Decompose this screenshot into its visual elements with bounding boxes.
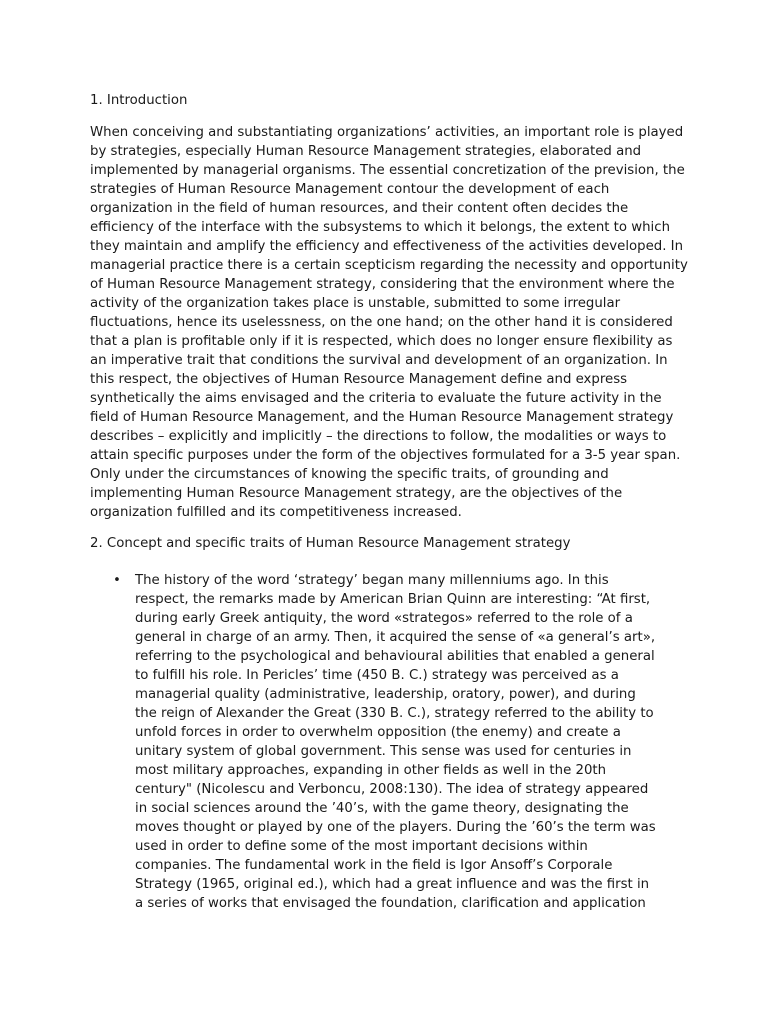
section-heading-concept: 2. Concept and specific traits of Human Resource Management strategy xyxy=(90,536,571,551)
list-item xyxy=(90,571,660,913)
bullet-list xyxy=(90,571,690,913)
bullet-icon: • xyxy=(113,573,121,588)
introduction-paragraph: When conceiving and substantiating organizations’ activities, an important role is played by strategies, especially Human Resource Management strategies, elaborated and implemented by managerial organisms. The essential concretization of the prevision, the strategies of Human Resource Management contour the development of each organization in the field of human resources, and their content often decides the efficiency of the interface with the subsystems to which it belongs, the extent to which they maintain and amplify the efficiency and effectiveness of the activities developed. In managerial practice there is a certain scepticism regarding the necessity and opportunity of Human Resource Management strategy, considering that the environment where the activity of the organization takes place is unstable, submitted to some irregular fluctuations, hence its uselessness, on the one hand; on the other hand it is considered that a plan is profitable only if it is respected, which does no longer ensure flexibility as an imperative trait that conditions the survival and development of an organization. In this respect, the objectives of Human Resource Management define and express synthetically the aims envisaged and the criteria to evaluate the future activity in the field of Human Resource Management, and the Human Resource Management strategy describes – explicitly and implicitly – the directions to follow, the modalities or ways to attain specific purposes under the form of the objectives formulated for a 3-5 year span. Only under the circumstances of knowing the specific traits, of grounding and implementing Human Resource Management strategy, are the objectives of the organization fulfilled and its competitiveness increased. xyxy=(90,125,688,520)
bullet-text: The history of the word ‘strategy’ began many millenniums ago. In this respect, the remarks made by American Brian Quinn are interesting: “At first, during early Greek antiquity, the word «strategos» referred to the role of a general in charge of an army. Then, it acquired the sense of «a general’s art», referring to the psychological and behavioural abilities that enabled a general to fulfill his role. In Pericles’ time (450 B. C.) strategy was perceived as a managerial quality (administrative, leadership, oratory, power), and during the reign of Alexander the Great (330 B. C.), strategy referred to the ability to unfold forces in order to overwhelm opposition (the enemy) and create a unitary system of global government. This sense was used for centuries in most military approaches, expanding in other fields as well in the 20th century" (Nicolescu and Verboncu, 2008:130). The idea of strategy appeared in social sciences around the ’40’s, with the game theory, designating the moves thought or played by one of the players. During the ’60’s the term was used in order to define some of the most important decisions within companies. The fundamental work in the field is Igor Ansoff’s Corporale Strategy (1965, original ed.), which had a great influence and was the first in a series of works that envisaged the foundation, clarification and application xyxy=(135,573,656,911)
section-heading-introduction: 1. Introduction xyxy=(90,93,188,108)
document-page xyxy=(90,91,690,913)
